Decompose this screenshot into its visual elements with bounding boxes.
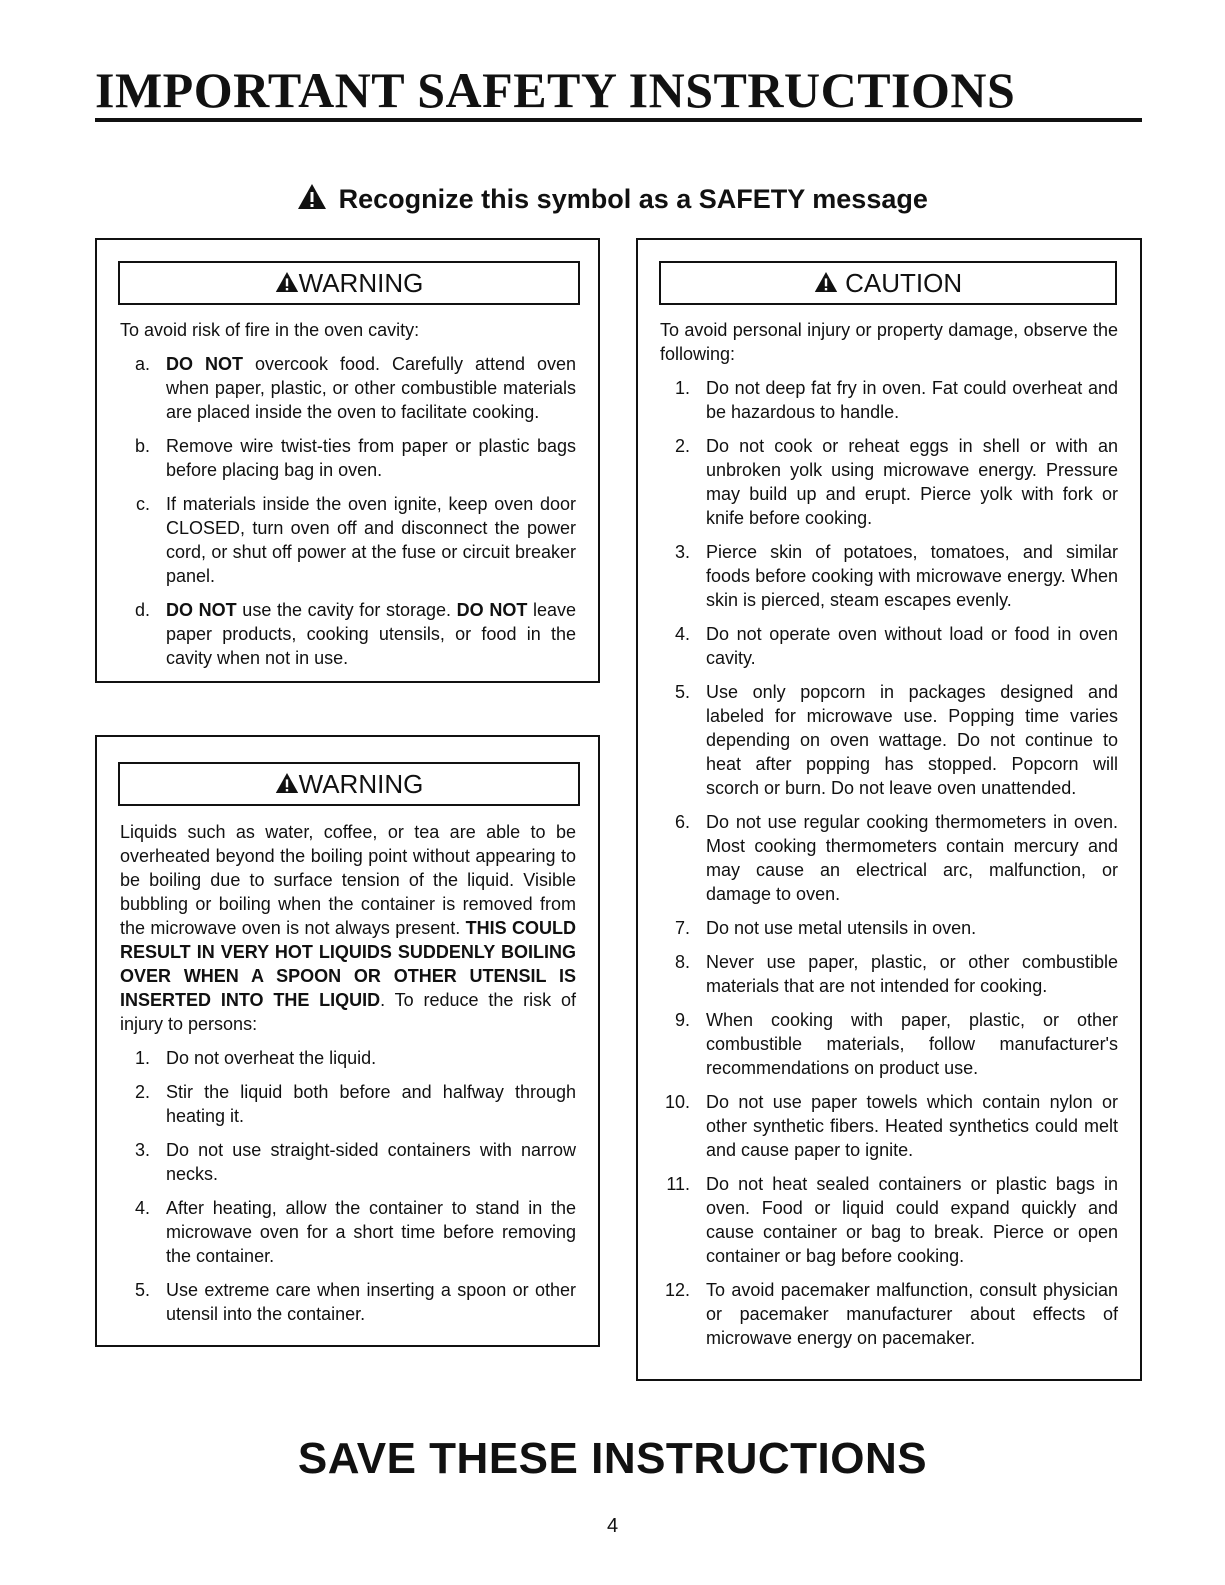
text-run: Do not use paper towels which contain nylon or other synthetic fibers. Heated synthetics could melt and cause paper to ignite. xyxy=(706,1092,1118,1160)
text-run: use the cavity for storage. xyxy=(236,600,457,620)
warning-list xyxy=(120,352,576,670)
list-marker: 1. xyxy=(134,1048,150,1068)
warning-list xyxy=(120,1046,576,1326)
bold-text: DO NOT xyxy=(166,600,237,620)
list-item xyxy=(660,810,1118,906)
warning-body-fire xyxy=(120,318,576,670)
text-run: If materials inside the oven ignite, keep oven door CLOSED, turn oven off and disconnect the power cord, or shut off power at the fuse or circuit breaker panel. xyxy=(166,494,576,586)
text-run: Do not heat sealed containers or plastic bags in oven. Food or liquid could expand quickly and cause container or bag to break. Pierce or open container or bag before cooking. xyxy=(706,1174,1118,1266)
text-run: After heating, allow the container to stand in the microwave oven for a short time before removing the container. xyxy=(166,1198,576,1266)
list-marker: 12. xyxy=(664,1280,690,1300)
bold-text: THIS COULD RESULT IN VERY HOT LIQUIDS SUDDENLY BOILING OVER WHEN A SPOON OR OTHER UTENSIL IS INSERTED INTO THE LIQUID xyxy=(120,918,576,1010)
list-item xyxy=(120,434,576,482)
list-marker: 1. xyxy=(674,378,690,398)
text-run: Do not cook or reheat eggs in shell or with an unbroken yolk using microwave energy. Pressure may build up and erupt. Pierce yolk with fork or knife before cooking. xyxy=(706,436,1118,528)
list-marker: 6. xyxy=(674,812,690,832)
text-run: Liquids such as water, coffee, or tea are able to be overheated beyond the boiling point without appearing to be boiling due to surface tension of the liquid. Visible bubbling or boiling when the container is removed from the microwave oven is not always present. xyxy=(120,822,576,938)
caution-intro: To avoid personal injury or property damage, observe the following: xyxy=(660,320,1118,364)
safety-symbol-message xyxy=(0,182,1225,216)
title-underline xyxy=(95,118,1142,122)
caution-label: CAUTION xyxy=(845,268,963,298)
warning-label: WARNING xyxy=(298,268,424,298)
list-marker: d. xyxy=(134,600,150,620)
list-marker: 8. xyxy=(674,952,690,972)
warning-label: WARNING xyxy=(298,769,424,799)
list-marker: 5. xyxy=(674,682,690,702)
text-run: Do not use regular cooking thermometers in oven. Most cooking thermometers contain mercury and may cause an electrical arc, malfunction, or damage to oven. xyxy=(706,812,1118,904)
text-run: Never use paper, plastic, or other combustible materials that are not intended for cooking. xyxy=(706,952,1118,996)
list-item xyxy=(660,1090,1118,1162)
list-item xyxy=(660,680,1118,800)
text-run: Do not overheat the liquid. xyxy=(166,1048,377,1068)
warning-intro: To avoid risk of fire in the oven cavity: xyxy=(120,320,420,340)
list-item xyxy=(660,1008,1118,1080)
list-marker: 3. xyxy=(674,542,690,562)
text-run: Do not operate oven without load or food in oven cavity. xyxy=(706,624,1118,668)
warning-header xyxy=(118,261,580,305)
text-run: When cooking with paper, plastic, or other combustible materials, follow manufacturer's recommendations on product use. xyxy=(706,1010,1118,1078)
list-item xyxy=(120,492,576,588)
text-run: To avoid pacemaker malfunction, consult physician or pacemaker manufacturer about effects of microwave energy on pacemaker. xyxy=(706,1280,1118,1348)
list-item xyxy=(120,1046,576,1070)
list-item xyxy=(660,622,1118,670)
text-run: Do not use straight-sided containers with narrow necks. xyxy=(166,1140,576,1184)
page-title: IMPORTANT SAFETY INSTRUCTIONS xyxy=(95,62,1016,118)
list-marker: 10. xyxy=(664,1092,690,1112)
list-item xyxy=(660,376,1118,424)
warning-triangle-icon xyxy=(275,271,299,293)
list-item xyxy=(120,598,576,670)
list-marker: 2. xyxy=(674,436,690,456)
bold-text: DO NOT xyxy=(166,354,243,374)
list-item xyxy=(120,1278,576,1326)
list-marker: 9. xyxy=(674,1010,690,1030)
list-marker: 2. xyxy=(134,1082,150,1102)
text-run: . To reduce the risk of injury to persons: xyxy=(120,990,576,1034)
list-item xyxy=(120,352,576,424)
text-run: Stir the liquid both before and halfway through heating it. xyxy=(166,1082,576,1126)
warning-triangle-icon xyxy=(275,772,299,794)
list-marker: a. xyxy=(134,354,150,374)
list-item xyxy=(660,434,1118,530)
warning-header xyxy=(118,762,580,806)
list-item xyxy=(120,1080,576,1128)
list-marker: c. xyxy=(135,494,150,514)
list-marker: b. xyxy=(134,436,150,456)
list-marker: 5. xyxy=(134,1280,150,1300)
bold-text: DO NOT xyxy=(456,600,528,620)
list-marker: 7. xyxy=(674,918,690,938)
text-run: Remove wire twist-ties from paper or plastic bags before placing bag in oven. xyxy=(166,436,576,480)
list-item xyxy=(660,1278,1118,1350)
caution-body xyxy=(660,318,1118,1350)
list-item xyxy=(120,1196,576,1268)
save-instructions-banner: SAVE THESE INSTRUCTIONS xyxy=(297,1434,928,1483)
text-run: leave paper products, cooking utensils, or food in the cavity when not in use. xyxy=(166,600,577,668)
list-item xyxy=(120,1138,576,1186)
subtitle-text: Recognize this symbol as a SAFETY message xyxy=(338,184,928,214)
list-item xyxy=(660,950,1118,998)
text-run: Do not deep fat fry in oven. Fat could overheat and be hazardous to handle. xyxy=(706,378,1118,422)
text-run: Use extreme care when inserting a spoon or other utensil into the container. xyxy=(166,1280,576,1324)
page-number: 4 xyxy=(606,1515,619,1537)
text-run: Use only popcorn in packages designed and labeled for microwave use. Popping time varies depending on oven wattage. Do not continue to heat after popping has stopped. Popcorn will scorch or burn. Do not leave oven unattended. xyxy=(706,682,1118,798)
list-marker: 4. xyxy=(134,1198,150,1218)
caution-list xyxy=(660,376,1118,1350)
list-item xyxy=(660,1172,1118,1268)
caution-triangle-icon xyxy=(814,271,838,293)
list-marker: 11. xyxy=(666,1174,690,1194)
list-marker: 4. xyxy=(674,624,690,644)
warning-triangle-icon xyxy=(297,183,327,210)
text-run: overcook food. Carefully attend oven when paper, plastic, or other combustible materials are placed inside the oven to facilitate cooking. xyxy=(166,354,576,422)
text-run: Pierce skin of potatoes, tomatoes, and similar foods before cooking with microwave energy. When skin is pierced, steam escapes evenly. xyxy=(706,542,1118,610)
list-item xyxy=(660,916,1118,940)
text-run: Do not use metal utensils in oven. xyxy=(706,918,977,938)
warning-intro xyxy=(120,820,576,1036)
warning-body-liquids xyxy=(120,820,576,1326)
list-item xyxy=(660,540,1118,612)
list-marker: 3. xyxy=(134,1140,150,1160)
caution-header xyxy=(659,261,1117,305)
